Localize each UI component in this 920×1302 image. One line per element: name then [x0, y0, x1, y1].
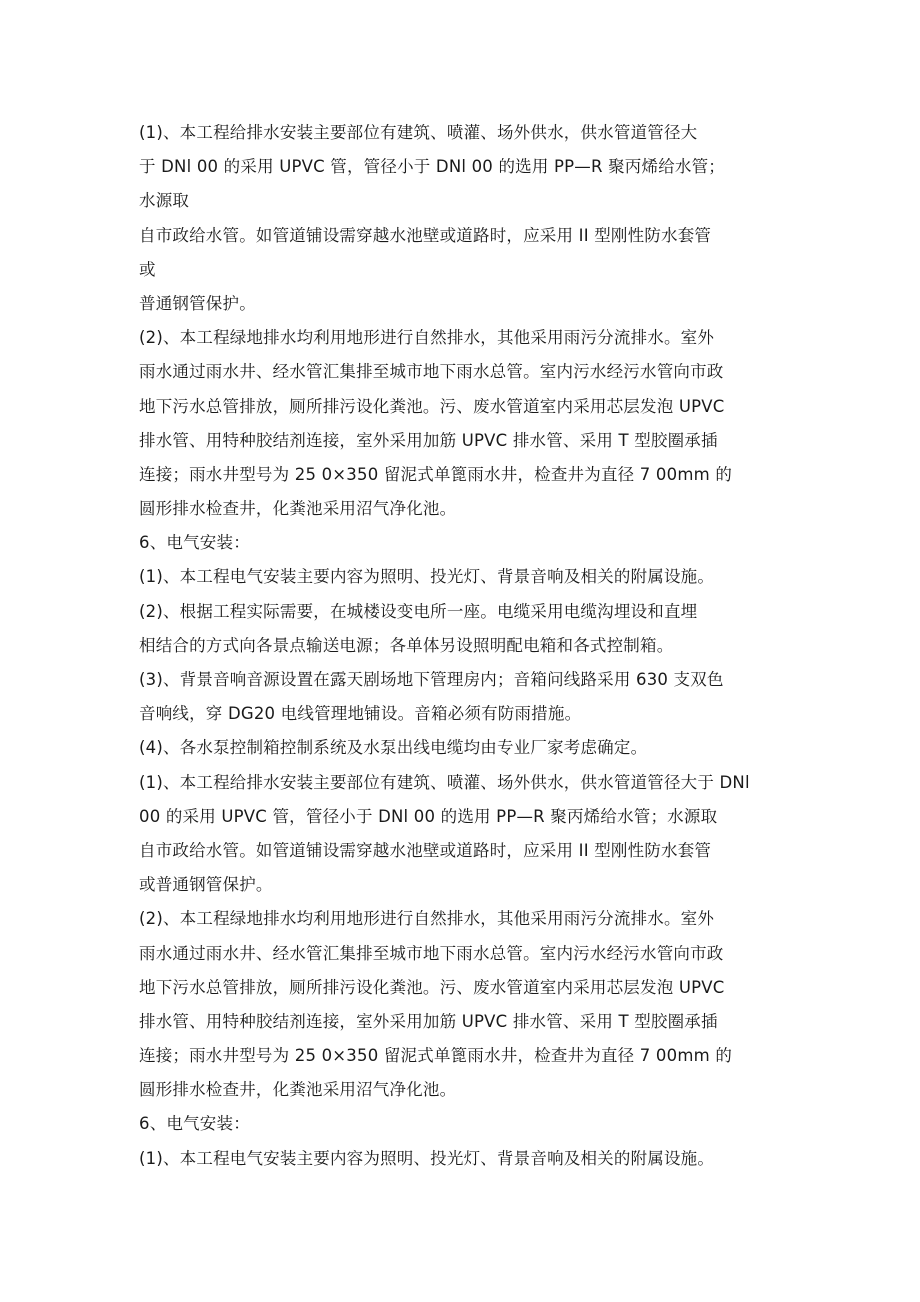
text-line: (2)、本工程绿地排水均利用地形进行自然排水，其他采用雨污分流排水。室外 [139, 909, 715, 929]
text-line: 连接；雨水井型号为 25 0×350 留泥式单篦雨水井，检查井为直径 7 00mm 的 [139, 1046, 733, 1066]
section-heading: 6、电气安装： [139, 1114, 250, 1134]
text-line: (1)、本工程给排水安装主要部位有建筑、喷灌、场外供水，供水管道管径大 [139, 123, 698, 142]
text-line: 自市政给水管。如管道铺设需穿越水池壁或道路时，应采用 II 型刚性防水套管 [139, 225, 712, 245]
text-line: 排水管、用特种胶结剂连接，室外采用加筋 UPVC 排水管、采用 T 型胶圈承插 [139, 1011, 718, 1031]
text-line: 地下污水总管排放，厕所排污设化粪池。污、废水管道室内采用芯层发泡 UPVC [139, 396, 725, 416]
text-line: 自市政给水管。如管道铺设需穿越水池壁或道路时，应采用 II 型刚性防水套管 [139, 840, 712, 860]
text-line: (3)、背景音响音源设置在露天剧场地下管理房内；音箱问线路采用 630 支双色 [139, 670, 724, 689]
section-heading: 6、电气安装： [139, 533, 250, 553]
text-line: 雨水通过雨水井、经水管汇集排至城市地下雨水总管。室内污水经污水管向市政 [139, 943, 724, 963]
text-line: 圆形排水检查井，化粪池采用沼气净化池。 [139, 499, 457, 519]
text-line: 相结合的方式向各景点输送电源；各单体另设照明配电箱和各式控制箱。 [139, 635, 674, 655]
text-line: 或普通钢管保护。 [139, 875, 273, 895]
text-line: 排水管、用特种胶结剂连接，室外采用加筋 UPVC 排水管、采用 T 型胶圈承插 [139, 430, 718, 450]
text-line: (1)、本工程给排水安装主要部位有建筑、喷灌、场外供水，供水管道管径大于 DNl [139, 772, 750, 792]
text-line: 地下污水总管排放，厕所排污设化粪池。污、废水管道室内采用芯层发泡 UPVC [139, 977, 725, 997]
text-line: 于 DNl 00 的采用 UPVC 管，管径小于 DNl 00 的选用 PP—R 聚丙烯给水管； [139, 157, 726, 177]
document-body [139, 116, 799, 1176]
text-line: (2)、根据工程实际需要，在城楼设变电所一座。电缆采用电缆沟埋设和直埋 [139, 601, 698, 621]
text-line: (1)、本工程电气安装主要内容为照明、投光灯、背景音响及相关的附属设施。 [139, 567, 715, 587]
text-line: 或 [139, 259, 156, 279]
text-line: (4)、各水泵控制箱控制系统及水泵出线电缆均由专业厂家考虑确定。 [139, 738, 648, 758]
text-line: 音响线，穿 DG20 电线管理地铺设。音箱必须有防雨措施。 [139, 704, 582, 724]
text-line: 连接；雨水井型号为 25 0×350 留泥式单篦雨水井，检查井为直径 7 00mm 的 [139, 464, 733, 484]
text-line: 普通钢管保护。 [139, 293, 256, 313]
text-line: 00 的采用 UPVC 管，管径小于 DNl 00 的选用 PP—R 聚丙烯给水管；水源取 [139, 806, 718, 826]
text-line: 圆形排水检查井，化粪池采用沼气净化池。 [139, 1080, 457, 1100]
text-line: 水源取 [139, 191, 190, 211]
text-line: 雨水通过雨水井、经水管汇集排至城市地下雨水总管。室内污水经污水管向市政 [139, 362, 724, 382]
text-line: (2)、本工程绿地排水均利用地形进行自然排水，其他采用雨污分流排水。室外 [139, 328, 715, 348]
text-line: (1)、本工程电气安装主要内容为照明、投光灯、背景音响及相关的附属设施。 [139, 1148, 715, 1168]
